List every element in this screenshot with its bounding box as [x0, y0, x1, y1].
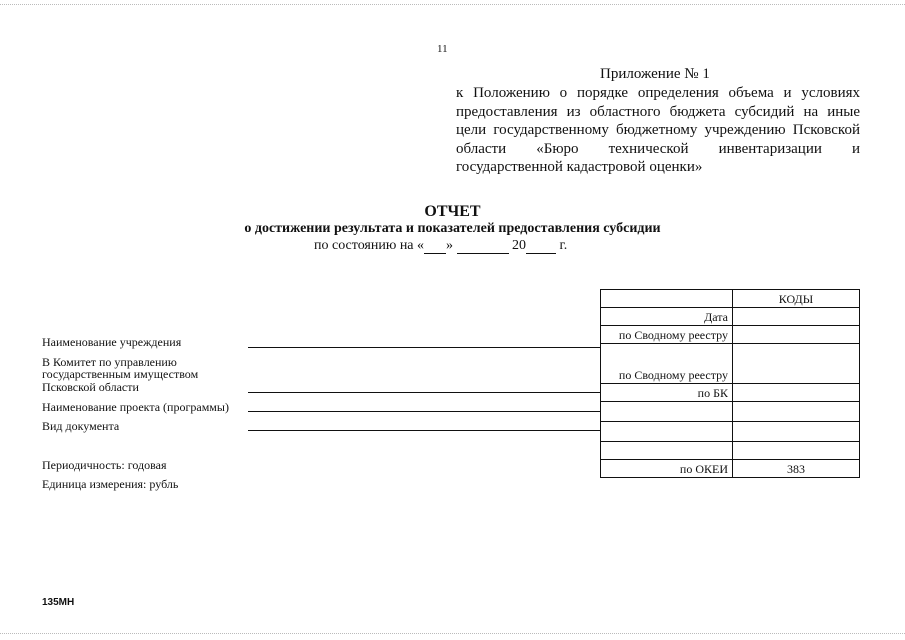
table-row	[601, 344, 860, 384]
table-row	[601, 422, 860, 442]
institution-label: Наименование учреждения	[42, 335, 182, 349]
committee-label-2: государственным имуществом	[42, 367, 199, 381]
table-row	[601, 308, 860, 326]
committee-line[interactable]	[248, 392, 600, 393]
row-label-periodicity	[601, 442, 733, 460]
unit-label: Единица измерения: рубль	[42, 477, 179, 491]
scan-artifact-top	[0, 4, 905, 6]
row-value-bk[interactable]	[733, 384, 860, 402]
row-value-empty-1[interactable]	[733, 422, 860, 442]
footer-code: 135МН	[42, 597, 75, 608]
date-year-blank[interactable]	[526, 240, 556, 254]
date-year: 20	[512, 238, 527, 253]
date-prefix: по состоянию на «	[314, 238, 425, 253]
row-label-doc-type	[601, 402, 733, 422]
date-mid: »	[446, 238, 454, 253]
periodicity-label: Периодичность: годовая	[42, 458, 167, 472]
row-value-okei[interactable]: 383	[733, 460, 860, 478]
doc-type-label: Вид документа	[42, 419, 120, 433]
report-title: ОТЧЕТ	[424, 203, 481, 220]
project-label: Наименование проекта (программы)	[42, 400, 229, 414]
row-value-registry-1[interactable]	[733, 326, 860, 344]
doc-type-line[interactable]	[248, 430, 600, 431]
project-line[interactable]	[248, 411, 600, 412]
committee-label-3: Псковской области	[42, 380, 139, 394]
page-number: 11	[437, 43, 448, 55]
report-date	[314, 238, 567, 254]
report-subtitle: о достижении результата и показателей предоставления субсидии	[244, 221, 661, 236]
codes-header-row	[601, 290, 860, 308]
institution-line[interactable]	[248, 347, 600, 348]
codes-header: КОДЫ	[733, 290, 860, 308]
row-label-date: Дата	[601, 308, 733, 326]
date-suffix: г.	[559, 238, 568, 253]
codes-header-blank	[601, 290, 733, 308]
appendix-text: к Положению о порядке определения объема и условиях предоставления из областного бюджета субсидий на иные цели государственному бюджетному учреждению Псковской области «Бюро технической инвентаризации и государственной кадастровой оценки»	[456, 85, 860, 175]
committee-label-1: В Комитет по управлению	[42, 355, 177, 369]
row-label-okei: по ОКЕИ	[601, 460, 733, 478]
table-row	[601, 326, 860, 344]
row-label-bk: по БК	[601, 384, 733, 402]
date-day-blank[interactable]	[424, 240, 446, 254]
appendix-title: Приложение № 1	[600, 66, 710, 82]
row-value-doc-type[interactable]	[733, 402, 860, 422]
codes-table	[600, 289, 860, 478]
row-label-empty-1	[601, 422, 733, 442]
row-label-registry-1: по Сводному реестру	[601, 326, 733, 344]
scan-artifact-bottom	[0, 633, 905, 635]
row-label-registry-2: по Сводному реестру	[601, 344, 733, 384]
row-value-periodicity[interactable]	[733, 442, 860, 460]
table-row	[601, 442, 860, 460]
row-value-registry-2[interactable]	[733, 344, 860, 384]
table-row	[601, 402, 860, 422]
date-month-blank[interactable]	[457, 240, 509, 254]
row-value-date[interactable]	[733, 308, 860, 326]
table-row	[601, 460, 860, 478]
table-row	[601, 384, 860, 402]
